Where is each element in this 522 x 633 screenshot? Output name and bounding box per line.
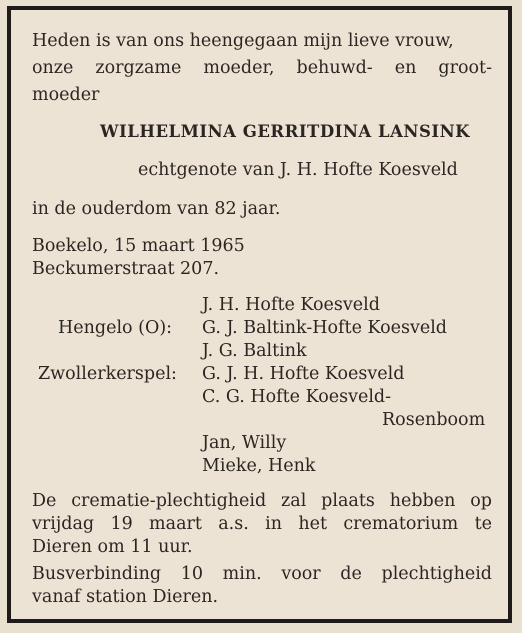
intro-line-2: onze zorgzame moeder, behuwd- en groot-	[32, 58, 492, 78]
intro-text-1: Heden is van ons heengegaan mijn lieve vrouw,	[32, 31, 454, 51]
intro-line-3: moeder	[32, 85, 100, 105]
family-name-3: J. G. Baltink	[202, 341, 307, 361]
family-place-zwollerkerspel: Zwollerkerspel:	[38, 364, 177, 384]
family-name-5-cont: Rosenboom	[382, 410, 486, 430]
place-date: Boekelo, 15 maart 1965	[32, 236, 245, 256]
age-line: in de ouderdom van 82 jaar.	[32, 199, 281, 219]
family-name-4: G. J. H. Hofte Koesveld	[202, 364, 405, 384]
address: Beckumerstraat 207.	[32, 259, 220, 279]
family-name-7: Mieke, Henk	[202, 456, 316, 476]
cremation-line-2: vrijdag 19 maart a.s. in het crematorium te	[32, 514, 492, 534]
spouse-line: echtgenote van J. H. Hofte Koesveld	[138, 160, 458, 180]
deceased-name: WILHELMINA GERRITDINA LANSINK	[100, 122, 471, 141]
family-name-5: C. G. Hofte Koesveld-	[202, 387, 392, 407]
intro-line-1	[32, 30, 492, 52]
bus-line-1: Busverbinding 10 min. voor de plechtigheid	[32, 564, 492, 584]
family-place-hengelo: Hengelo (O):	[58, 318, 173, 338]
family-name-2: G. J. Baltink-Hofte Koesveld	[202, 318, 448, 338]
bus-line-2: vanaf station Dieren.	[32, 587, 219, 607]
cremation-line-3: Dieren om 11 uur.	[32, 537, 193, 557]
family-name-6: Jan, Willy	[202, 433, 287, 453]
family-name-1: J. H. Hofte Koesveld	[202, 295, 380, 315]
cremation-line-1: De crematie-plechtigheid zal plaats hebben op	[32, 491, 492, 511]
